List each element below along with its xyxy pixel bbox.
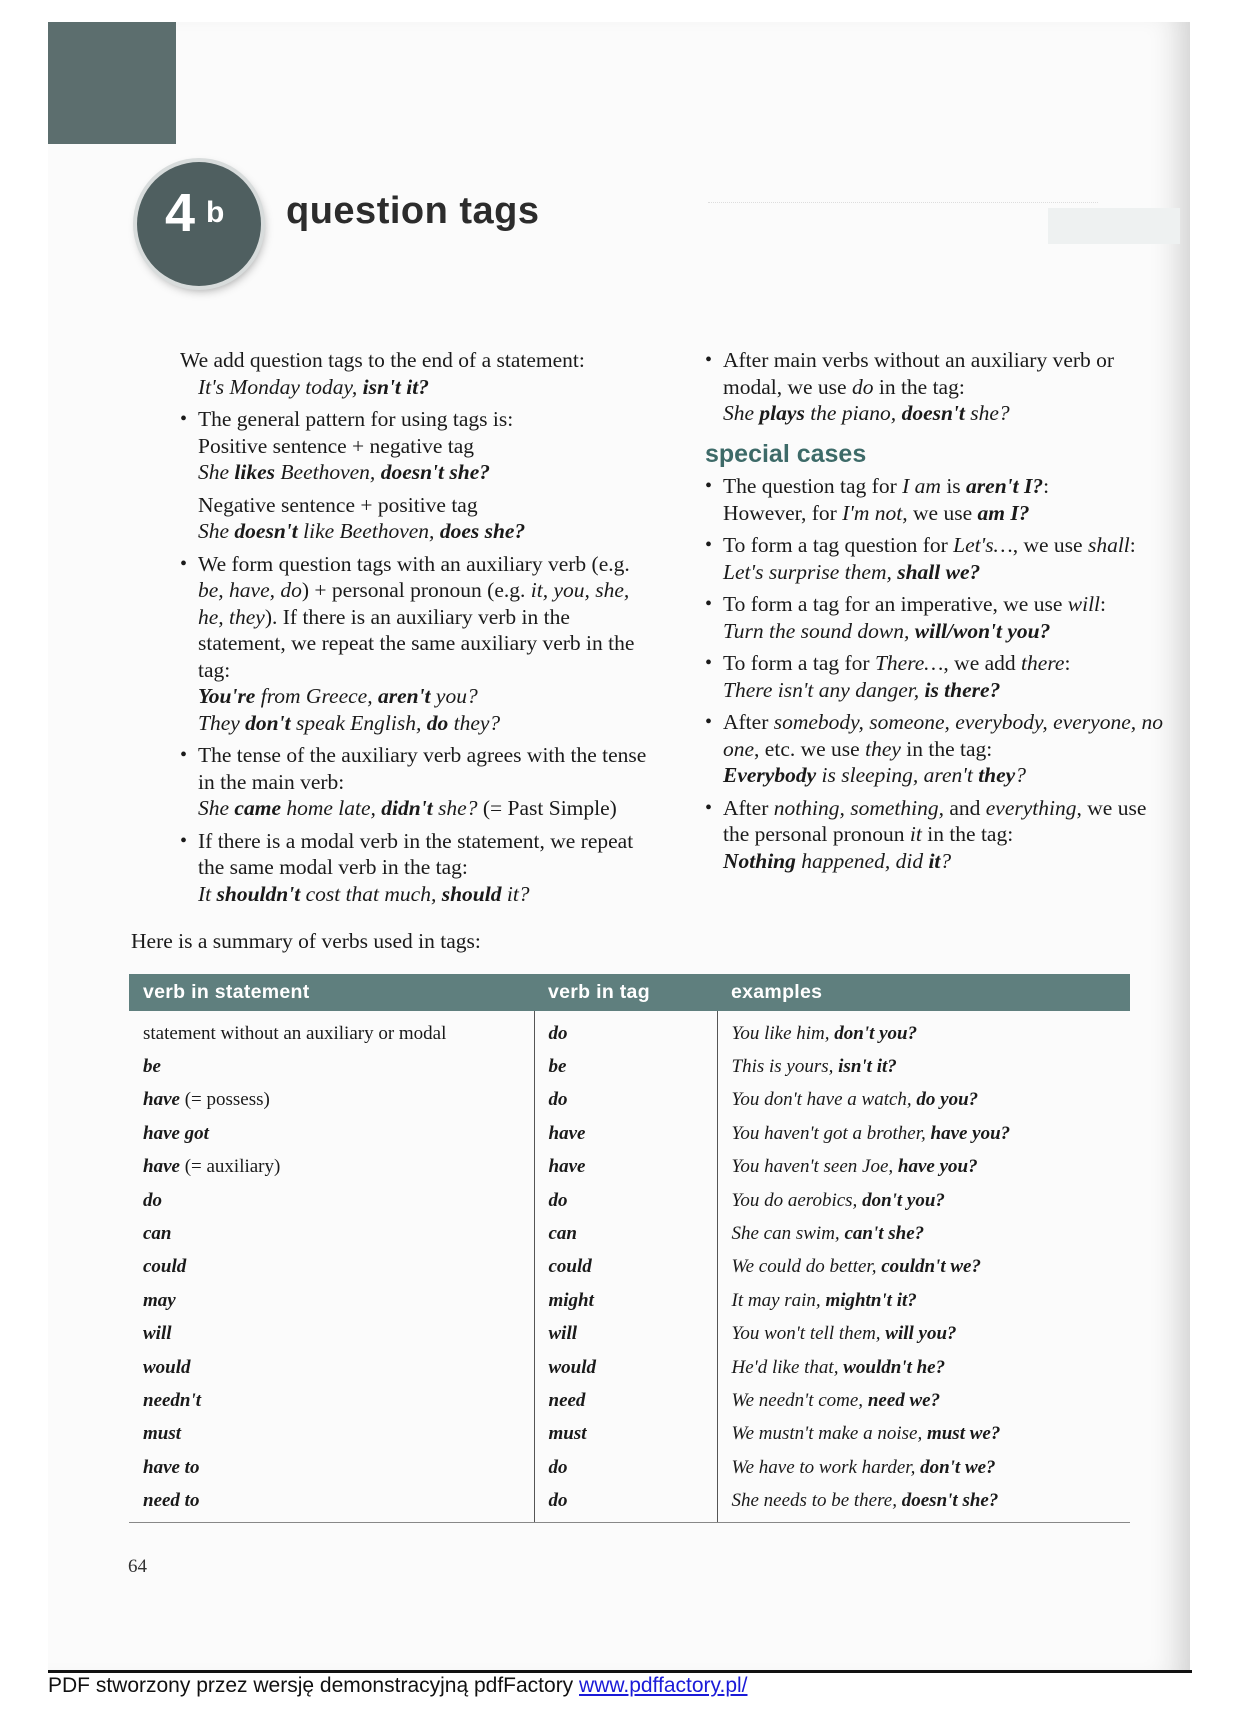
table-row (129, 1418, 1130, 1451)
cell-example: We mustn't make a noise, must we? (717, 1418, 1130, 1451)
page-number: 64 (128, 1556, 147, 1577)
footer-text: PDF stworzony przez wersję demonstracyjną pdfFactory (48, 1674, 580, 1697)
cell-example: She needs to be there, doesn't she? (717, 1484, 1130, 1522)
table-row (129, 1284, 1130, 1317)
cell-verb-in-statement: have (= auxiliary) (143, 1156, 281, 1178)
table-row (129, 1484, 1130, 1522)
cell-verb-in-tag: could (534, 1251, 717, 1284)
cell-verb-in-tag: do (534, 1011, 717, 1050)
cell-verb-in-tag: will (534, 1318, 717, 1351)
cell-example: You won't tell them, will you? (717, 1318, 1130, 1351)
table-row (129, 1184, 1130, 1217)
page-title: question tags (286, 190, 540, 232)
cell-verb-in-tag: have (534, 1117, 717, 1150)
special-lets: • To form a tag question for Let's…, we use shall: Let's surprise them, shall we? (705, 532, 1175, 585)
special-i-am: • The question tag for I am is aren't I?: However, for I'm not, we use am I? (705, 473, 1175, 526)
rule-auxiliary-verb: • We form question tags with an auxiliary verb (e.g. be, have, do) + personal pronoun (e.g. it, you, she, he, they). If there is an auxiliary verb in the statement, we repeat the same auxiliary verb in the tag: You're from Greece, aren't you? They don't speak English, do they? (180, 551, 650, 737)
table-row (129, 1384, 1130, 1417)
rule-tense-agreement: • The tense of the auxiliary verb agrees with the tense in the main verb: She came home late, didn't she? (= Past Simple) (180, 742, 650, 822)
cell-example: You like him, don't you? (717, 1011, 1130, 1050)
table-row (129, 1117, 1130, 1150)
cell-verb-in-tag: need (534, 1384, 717, 1417)
cell-verb-in-statement: have (= possess) (143, 1089, 270, 1111)
table-row (129, 1151, 1130, 1184)
tag-summary-table (129, 974, 1130, 1523)
table-row (129, 1011, 1130, 1050)
cell-verb-in-statement: have got (143, 1122, 209, 1144)
cell-example: You don't have a watch, do you? (717, 1084, 1130, 1117)
summary-intro: Here is a summary of verbs used in tags: (131, 929, 481, 953)
badge-number: 4 (165, 183, 196, 243)
table-body (129, 1011, 1130, 1522)
header-verb-in-statement: verb in statement (129, 974, 534, 1011)
cell-verb-in-tag: have (534, 1151, 717, 1184)
cell-verb-in-statement: could (143, 1256, 187, 1278)
cell-example: You haven't seen Joe, have you? (717, 1151, 1130, 1184)
special-there: • To form a tag for There…, we add there: There isn't any danger, is there? (705, 650, 1175, 703)
table-row (129, 1084, 1130, 1117)
right-column (705, 347, 1175, 874)
cell-example: We needn't come, need we? (717, 1384, 1130, 1417)
cell-verb-in-statement: can (143, 1223, 172, 1245)
cell-example: We could do better, couldn't we? (717, 1251, 1130, 1284)
header-verb-in-tag: verb in tag (534, 974, 717, 1011)
cell-verb-in-statement: needn't (143, 1389, 202, 1411)
cell-verb-in-statement: statement without an auxiliary or modal (143, 1022, 447, 1044)
cell-verb-in-statement: will (143, 1323, 172, 1345)
header-examples: examples (717, 974, 1130, 1011)
bleed-through-box (1048, 208, 1180, 244)
footer-rule (48, 1670, 1192, 1673)
cell-verb-in-statement: may (143, 1289, 176, 1311)
table-header-row (129, 974, 1130, 1011)
cell-verb-in-tag: must (534, 1418, 717, 1451)
rule-general-pattern: • The general pattern for using tags is: Positive sentence + negative tag She likes Beethoven, doesn't she? Negative sentence + positive tag She doesn't like Beethoven, does she? (180, 406, 650, 545)
footer-link[interactable]: www.pdffactory.pl/ (579, 1674, 748, 1697)
unit-badge (137, 162, 261, 286)
table-row (129, 1318, 1130, 1351)
cell-example: This is yours, isn't it? (717, 1050, 1130, 1083)
table-row (129, 1251, 1130, 1284)
cell-verb-in-tag: do (534, 1484, 717, 1522)
cell-example: You haven't got a brother, have you? (717, 1117, 1130, 1150)
badge-letter: b (206, 196, 225, 229)
cell-verb-in-tag: do (534, 1084, 717, 1117)
intro-text: We add question tags to the end of a statement: (180, 348, 585, 372)
special-somebody: • After somebody, someone, everybody, everyone, no one, etc. we use they in the tag: Everybody is sleeping, aren't they? (705, 709, 1175, 789)
left-column (180, 347, 650, 907)
cell-verb-in-tag: would (534, 1351, 717, 1384)
cell-verb-in-tag: might (534, 1284, 717, 1317)
cell-verb-in-tag: do (534, 1184, 717, 1217)
table-row (129, 1351, 1130, 1384)
cell-verb-in-tag: can (534, 1217, 717, 1250)
cell-verb-in-statement: would (143, 1356, 191, 1378)
cell-verb-in-statement: be (143, 1056, 161, 1078)
cell-verb-in-statement: must (143, 1423, 182, 1445)
cell-example: He'd like that, wouldn't he? (717, 1351, 1130, 1384)
cell-verb-in-tag: do (534, 1451, 717, 1484)
table-row (129, 1050, 1130, 1083)
bleed-through-rule (708, 202, 1098, 203)
special-cases-heading: special cases (705, 439, 867, 468)
rule-main-verbs: • After main verbs without an auxiliary verb or modal, we use do in the tag: She plays the piano, doesn't she? (705, 347, 1175, 427)
cell-example: You do aerobics, don't you? (717, 1184, 1130, 1217)
table-row (129, 1217, 1130, 1250)
special-imperative: • To form a tag for an imperative, we use will: Turn the sound down, will/won't you? (705, 591, 1175, 644)
table-row (129, 1451, 1130, 1484)
intro-example: It's Monday today, isn't it? (198, 374, 429, 399)
cell-verb-in-statement: need to (129, 1484, 534, 1522)
cell-example: She can swim, can't she? (717, 1217, 1130, 1250)
cell-verb-in-tag: be (534, 1050, 717, 1083)
cell-verb-in-statement: do (143, 1189, 162, 1211)
footer (48, 1674, 748, 1698)
cell-example: It may rain, mightn't it? (717, 1284, 1130, 1317)
rule-modal-verb: • If there is a modal verb in the statement, we repeat the same modal verb in the tag: It shouldn't cost that much, should it? (180, 828, 650, 908)
cell-example: We have to work harder, don't we? (717, 1451, 1130, 1484)
cell-verb-in-statement: have to (143, 1456, 200, 1478)
special-nothing: • After nothing, something, and everything, we use the personal pronoun it in the tag: Nothing happened, did it? (705, 795, 1175, 875)
corner-tab (48, 22, 176, 144)
